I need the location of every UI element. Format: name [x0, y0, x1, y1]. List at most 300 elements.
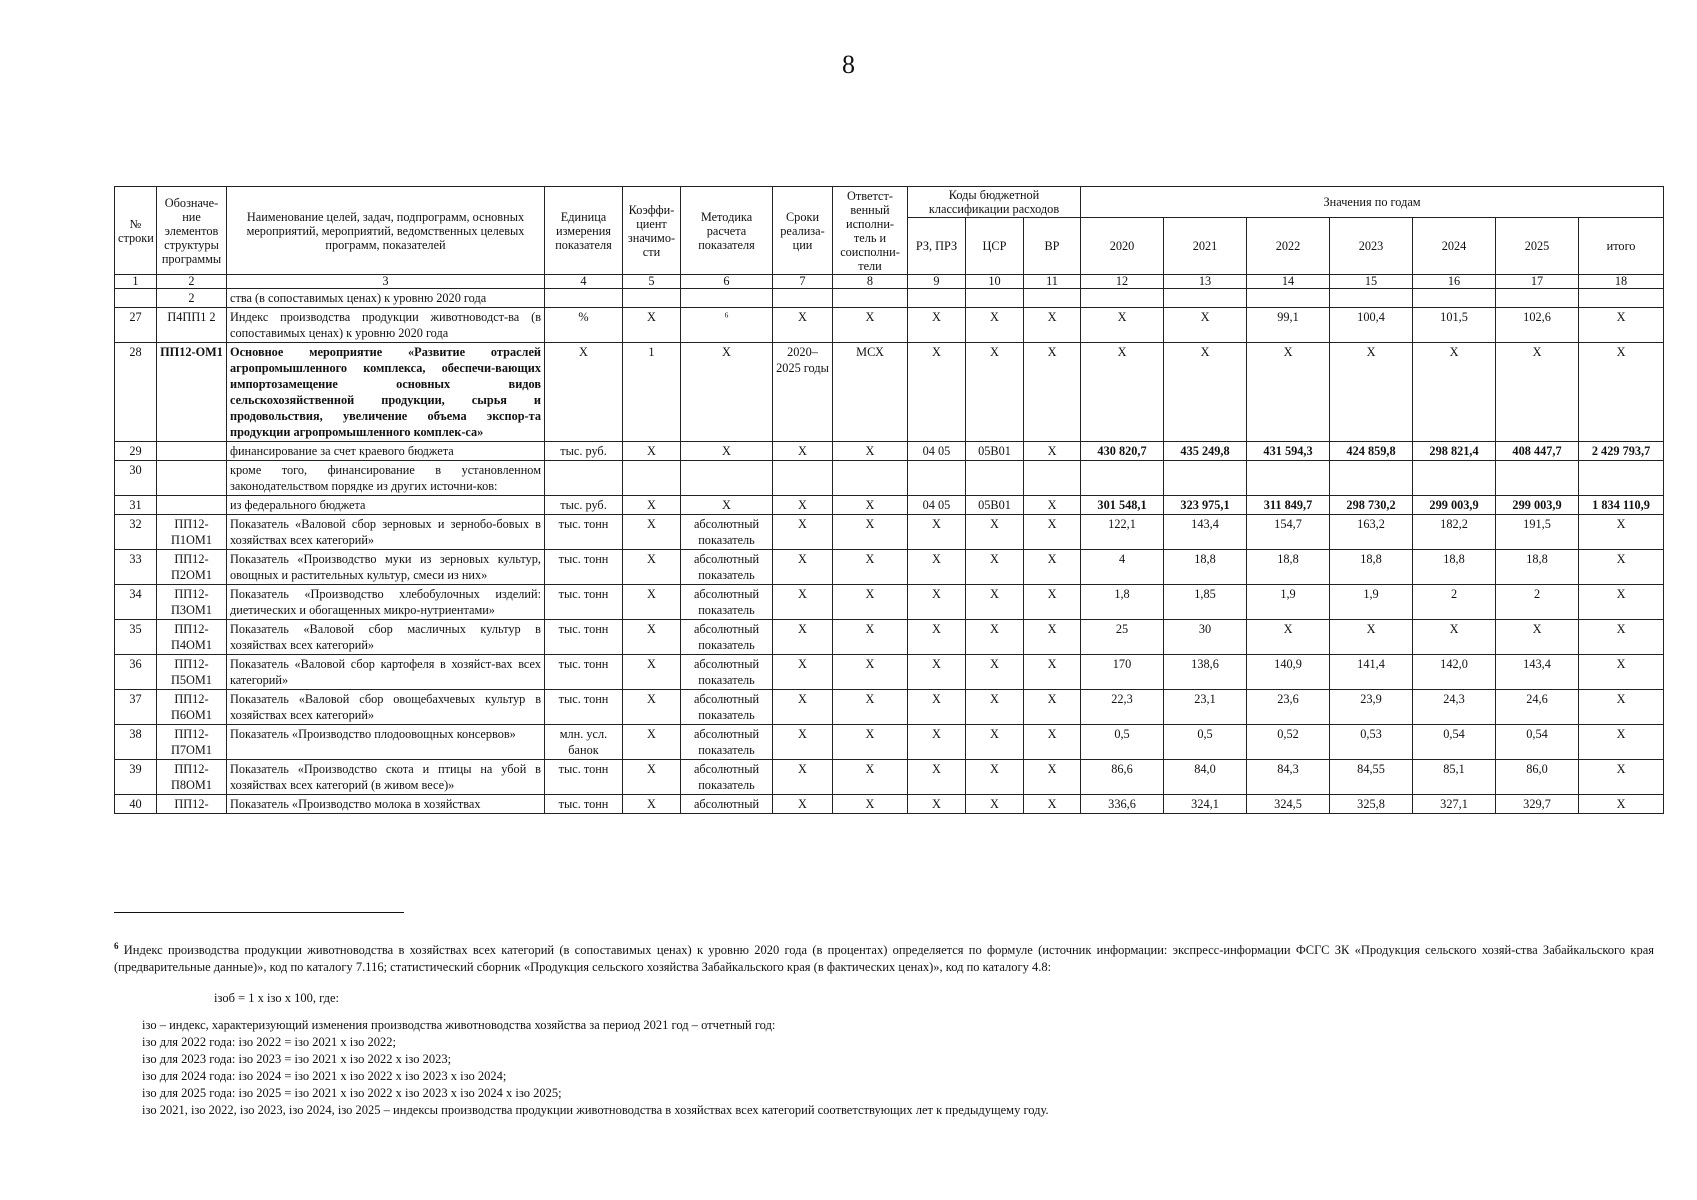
row-year-value: 143,4	[1496, 655, 1579, 690]
row-number: 35	[115, 620, 157, 655]
row-year-value: 22,3	[1081, 690, 1164, 725]
column-number: 12	[1081, 275, 1164, 289]
row-year-value	[1247, 461, 1330, 496]
row-vr: Х	[1024, 620, 1081, 655]
row-year-value: Х	[1330, 343, 1413, 442]
row-unit: тыс. тонн	[545, 690, 623, 725]
row-terms: Х	[773, 442, 833, 461]
row-year-value: 85,1	[1413, 760, 1496, 795]
row-responsible: Х	[833, 308, 908, 343]
header-csr: ЦСР	[966, 218, 1024, 275]
row-total-value: Х	[1579, 760, 1664, 795]
row-name: Показатель «Производство хлебобулочных изделий: диетических и обогащенных микро-нутриентами»	[227, 585, 545, 620]
row-name: кроме того, финансирование в установленном законодательством порядке из других источни-ков:	[227, 461, 545, 496]
table-body	[115, 289, 1664, 814]
row-coef: Х	[623, 585, 681, 620]
row-unit: тыс. тонн	[545, 550, 623, 585]
row-csr: 05В01	[966, 442, 1024, 461]
row-method: абсолютный показатель	[681, 690, 773, 725]
row-total-value: Х	[1579, 655, 1664, 690]
column-number: 6	[681, 275, 773, 289]
row-unit: тыс. тонн	[545, 655, 623, 690]
row-year-value: 329,7	[1496, 795, 1579, 814]
column-number: 18	[1579, 275, 1664, 289]
row-year-value	[1413, 289, 1496, 308]
header-total: итого	[1579, 218, 1664, 275]
row-year-value	[1081, 289, 1164, 308]
row-year-value: 138,6	[1164, 655, 1247, 690]
row-total-value: Х	[1579, 585, 1664, 620]
row-designation: ПП12-П6ОМ1	[157, 690, 227, 725]
row-number: 28	[115, 343, 157, 442]
row-designation: П4ПП1 2	[157, 308, 227, 343]
row-year-value: Х	[1081, 343, 1164, 442]
row-responsible: Х	[833, 442, 908, 461]
row-designation: 2	[157, 289, 227, 308]
footnote-line: iзо – индекс, характеризующий изменения производства животноводства хозяйства за период 2021 год – отчетный год:	[142, 1018, 776, 1033]
header-name: Наименование целей, задач, подпрограмм, основных мероприятий, мероприятий, ведомственных целевых программ, показателей	[227, 187, 545, 275]
row-terms: Х	[773, 655, 833, 690]
row-year-value: 430 820,7	[1081, 442, 1164, 461]
row-vr: Х	[1024, 585, 1081, 620]
row-year-value: 327,1	[1413, 795, 1496, 814]
row-number: 33	[115, 550, 157, 585]
row-name: Показатель «Валовой сбор овощебахчевых культур в хозяйствах всех категорий»	[227, 690, 545, 725]
footnote-line: iзо для 2024 года: iзо 2024 = iзо 2021 х iзо 2022 х iзо 2023 х iзо 2024;	[142, 1069, 507, 1084]
row-year-value: 1,8	[1081, 585, 1164, 620]
row-year-value: 23,6	[1247, 690, 1330, 725]
row-csr: Х	[966, 725, 1024, 760]
row-method: абсолютный показатель	[681, 550, 773, 585]
row-coef: Х	[623, 655, 681, 690]
row-csr: Х	[966, 655, 1024, 690]
column-number: 16	[1413, 275, 1496, 289]
row-year-value: 298 730,2	[1330, 496, 1413, 515]
row-designation: ПП12-П5ОМ1	[157, 655, 227, 690]
row-year-value: 140,9	[1247, 655, 1330, 690]
row-year-value: 408 447,7	[1496, 442, 1579, 461]
footnote-lines	[114, 1017, 1654, 1119]
header-values-by-year: Значения по годам	[1081, 187, 1664, 218]
row-method	[681, 461, 773, 496]
row-year-value: 2	[1496, 585, 1579, 620]
column-number: 8	[833, 275, 908, 289]
row-year-value: 18,8	[1164, 550, 1247, 585]
row-year-value: 1,9	[1330, 585, 1413, 620]
row-rz: Х	[908, 620, 966, 655]
row-year-value: 84,0	[1164, 760, 1247, 795]
row-responsible: Х	[833, 550, 908, 585]
row-method: абсолютный показатель	[681, 760, 773, 795]
row-unit: тыс. тонн	[545, 515, 623, 550]
row-name: Показатель «Производство муки из зерновых культур, овощных и растительных культур, смеси из них»	[227, 550, 545, 585]
row-csr: Х	[966, 620, 1024, 655]
header-year: 2025	[1496, 218, 1579, 275]
row-terms: Х	[773, 550, 833, 585]
row-csr: 05В01	[966, 496, 1024, 515]
row-method: абсолютный показатель	[681, 725, 773, 760]
row-designation: ПП12-П2ОМ1	[157, 550, 227, 585]
footnote-separator	[114, 912, 404, 913]
row-coef	[623, 461, 681, 496]
table-row	[115, 442, 1664, 461]
row-designation	[157, 496, 227, 515]
row-year-value: 182,2	[1413, 515, 1496, 550]
row-responsible: Х	[833, 655, 908, 690]
row-total-value: Х	[1579, 725, 1664, 760]
row-year-value: 324,1	[1164, 795, 1247, 814]
row-year-value: 101,5	[1413, 308, 1496, 343]
row-year-value	[1330, 461, 1413, 496]
row-year-value: 102,6	[1496, 308, 1579, 343]
row-coef: Х	[623, 795, 681, 814]
row-terms: 2020–2025 годы	[773, 343, 833, 442]
row-coef: Х	[623, 550, 681, 585]
column-number: 5	[623, 275, 681, 289]
row-responsible: Х	[833, 760, 908, 795]
row-method: Х	[681, 343, 773, 442]
row-responsible: Х	[833, 585, 908, 620]
row-unit: тыс. руб.	[545, 496, 623, 515]
row-coef: Х	[623, 690, 681, 725]
row-responsible	[833, 461, 908, 496]
row-year-value: 298 821,4	[1413, 442, 1496, 461]
row-terms: Х	[773, 308, 833, 343]
row-name: Показатель «Производство скота и птицы на убой в хозяйствах всех категорий (в живом весе)»	[227, 760, 545, 795]
row-year-value: Х	[1330, 620, 1413, 655]
column-number: 1	[115, 275, 157, 289]
row-rz: Х	[908, 690, 966, 725]
row-year-value	[1164, 461, 1247, 496]
row-csr: Х	[966, 760, 1024, 795]
row-coef: Х	[623, 760, 681, 795]
row-responsible: Х	[833, 496, 908, 515]
row-year-value: 23,1	[1164, 690, 1247, 725]
row-year-value: Х	[1164, 343, 1247, 442]
row-number: 36	[115, 655, 157, 690]
row-vr: Х	[1024, 725, 1081, 760]
header-responsible: Ответст-венный исполни-тель и соисполни-тели	[833, 187, 908, 275]
footnote-formula: iзоб = 1 х iзо х 100, где:	[214, 991, 339, 1006]
row-csr: Х	[966, 308, 1024, 343]
row-number: 30	[115, 461, 157, 496]
row-designation	[157, 442, 227, 461]
header-year: 2024	[1413, 218, 1496, 275]
row-year-value: 100,4	[1330, 308, 1413, 343]
column-number: 10	[966, 275, 1024, 289]
row-year-value: 299 003,9	[1496, 496, 1579, 515]
row-csr: Х	[966, 795, 1024, 814]
header-year: 2020	[1081, 218, 1164, 275]
row-vr: Х	[1024, 760, 1081, 795]
row-vr	[1024, 289, 1081, 308]
row-year-value: 0,54	[1496, 725, 1579, 760]
table-row	[115, 760, 1664, 795]
header-year: 2022	[1247, 218, 1330, 275]
row-terms: Х	[773, 585, 833, 620]
row-year-value: Х	[1081, 308, 1164, 343]
row-year-value	[1081, 461, 1164, 496]
row-vr: Х	[1024, 343, 1081, 442]
row-year-value: Х	[1413, 343, 1496, 442]
header-unit: Единица измерения показателя	[545, 187, 623, 275]
row-coef	[623, 289, 681, 308]
row-terms: Х	[773, 690, 833, 725]
row-unit: тыс. тонн	[545, 620, 623, 655]
row-vr: Х	[1024, 496, 1081, 515]
row-vr	[1024, 461, 1081, 496]
row-unit: тыс. тонн	[545, 795, 623, 814]
row-year-value: 324,5	[1247, 795, 1330, 814]
row-terms	[773, 461, 833, 496]
row-unit	[545, 289, 623, 308]
header-year: 2021	[1164, 218, 1247, 275]
row-vr: Х	[1024, 515, 1081, 550]
row-csr: Х	[966, 515, 1024, 550]
row-year-value: 311 849,7	[1247, 496, 1330, 515]
indicators-table-container	[114, 186, 1663, 814]
row-csr: Х	[966, 343, 1024, 442]
row-number: 32	[115, 515, 157, 550]
row-year-value: 2	[1413, 585, 1496, 620]
row-vr: Х	[1024, 308, 1081, 343]
row-year-value	[1496, 461, 1579, 496]
row-unit: %	[545, 308, 623, 343]
row-designation: ПП12-П3ОМ1	[157, 585, 227, 620]
row-unit: тыс. руб.	[545, 442, 623, 461]
row-designation: ПП12-	[157, 795, 227, 814]
row-terms: Х	[773, 760, 833, 795]
row-responsible: Х	[833, 725, 908, 760]
row-coef: Х	[623, 496, 681, 515]
row-designation: ПП12-П4ОМ1	[157, 620, 227, 655]
column-number: 17	[1496, 275, 1579, 289]
row-year-value: 191,5	[1496, 515, 1579, 550]
row-year-value: Х	[1164, 308, 1247, 343]
row-vr: Х	[1024, 795, 1081, 814]
row-year-value: 86,6	[1081, 760, 1164, 795]
row-year-value: Х	[1413, 620, 1496, 655]
row-rz: Х	[908, 308, 966, 343]
row-method: Х	[681, 496, 773, 515]
row-total-value: Х	[1579, 690, 1664, 725]
table-row	[115, 725, 1664, 760]
row-year-value	[1164, 289, 1247, 308]
row-year-value	[1330, 289, 1413, 308]
row-year-value: 0,5	[1081, 725, 1164, 760]
row-year-value: 325,8	[1330, 795, 1413, 814]
indicators-table	[114, 186, 1664, 814]
row-year-value: 0,52	[1247, 725, 1330, 760]
row-year-value: 0,53	[1330, 725, 1413, 760]
row-designation	[157, 461, 227, 496]
row-year-value: 435 249,8	[1164, 442, 1247, 461]
row-year-value: Х	[1496, 343, 1579, 442]
row-name: Показатель «Валовой сбор масличных культур в хозяйствах всех категорий»	[227, 620, 545, 655]
column-number: 7	[773, 275, 833, 289]
row-name: из федерального бюджета	[227, 496, 545, 515]
table-row	[115, 289, 1664, 308]
row-terms	[773, 289, 833, 308]
header-row-no: № строки	[115, 187, 157, 275]
row-total-value: Х	[1579, 308, 1664, 343]
row-method: абсолютный показатель	[681, 655, 773, 690]
row-terms: Х	[773, 725, 833, 760]
table-row	[115, 620, 1664, 655]
row-number: 39	[115, 760, 157, 795]
column-number: 2	[157, 275, 227, 289]
row-rz: Х	[908, 655, 966, 690]
column-numbers-row	[115, 275, 1664, 289]
row-number	[115, 289, 157, 308]
row-method: Х	[681, 442, 773, 461]
column-number: 3	[227, 275, 545, 289]
table-row	[115, 795, 1664, 814]
row-year-value: 336,6	[1081, 795, 1164, 814]
row-year-value: 4	[1081, 550, 1164, 585]
row-rz	[908, 461, 966, 496]
row-number: 27	[115, 308, 157, 343]
row-coef: Х	[623, 308, 681, 343]
row-terms: Х	[773, 515, 833, 550]
column-number: 9	[908, 275, 966, 289]
row-coef: Х	[623, 725, 681, 760]
table-row	[115, 655, 1664, 690]
row-year-value	[1496, 289, 1579, 308]
row-name: Показатель «Валовой сбор картофеля в хозяйст-вах всех категорий»	[227, 655, 545, 690]
row-unit: млн. усл. банок	[545, 725, 623, 760]
row-csr: Х	[966, 550, 1024, 585]
row-coef: Х	[623, 620, 681, 655]
row-year-value: 154,7	[1247, 515, 1330, 550]
row-name: Показатель «Производство молока в хозяйствах	[227, 795, 545, 814]
row-year-value: 84,55	[1330, 760, 1413, 795]
row-designation: ПП12-П1ОМ1	[157, 515, 227, 550]
row-number: 31	[115, 496, 157, 515]
footnote-line: iзо для 2022 года: iзо 2022 = iзо 2021 х iзо 2022;	[142, 1035, 396, 1050]
row-csr: Х	[966, 690, 1024, 725]
row-number: 29	[115, 442, 157, 461]
page-number: 8	[842, 50, 855, 79]
row-year-value: 142,0	[1413, 655, 1496, 690]
row-csr	[966, 289, 1024, 308]
table-row	[115, 461, 1664, 496]
row-number: 37	[115, 690, 157, 725]
row-year-value: 122,1	[1081, 515, 1164, 550]
row-terms: Х	[773, 496, 833, 515]
row-vr: Х	[1024, 655, 1081, 690]
row-unit: тыс. тонн	[545, 585, 623, 620]
row-year-value: 18,8	[1247, 550, 1330, 585]
row-year-value: Х	[1247, 343, 1330, 442]
row-unit: тыс. тонн	[545, 760, 623, 795]
row-rz: Х	[908, 725, 966, 760]
row-method: абсолютный показатель	[681, 585, 773, 620]
row-vr: Х	[1024, 690, 1081, 725]
row-unit: Х	[545, 343, 623, 442]
row-method: абсолютный показатель	[681, 515, 773, 550]
row-method: абсолютный	[681, 795, 773, 814]
row-coef: Х	[623, 515, 681, 550]
row-year-value: 18,8	[1496, 550, 1579, 585]
row-total-value: 1 834 110,9	[1579, 496, 1664, 515]
row-year-value: 141,4	[1330, 655, 1413, 690]
row-year-value: 0,54	[1413, 725, 1496, 760]
row-designation: ПП12-П7ОМ1	[157, 725, 227, 760]
row-year-value	[1247, 289, 1330, 308]
table-row	[115, 585, 1664, 620]
table-row	[115, 515, 1664, 550]
row-designation: ПП12-П8ОМ1	[157, 760, 227, 795]
footnote-line: iзо для 2023 года: iзо 2023 = iзо 2021 х iзо 2022 х iзо 2023;	[142, 1052, 452, 1067]
column-number: 13	[1164, 275, 1247, 289]
row-year-value: 86,0	[1496, 760, 1579, 795]
row-total-value	[1579, 461, 1664, 496]
header-terms: Сроки реализа-ции	[773, 187, 833, 275]
column-number: 11	[1024, 275, 1081, 289]
row-coef: Х	[623, 442, 681, 461]
row-vr: Х	[1024, 550, 1081, 585]
footnote-text	[114, 938, 1654, 976]
footnote-mark: 6	[114, 941, 119, 951]
table-row	[115, 496, 1664, 515]
row-responsible	[833, 289, 908, 308]
row-year-value: 25	[1081, 620, 1164, 655]
row-unit	[545, 461, 623, 496]
footnote-line: iзо 2021, iзо 2022, iзо 2023, iзо 2024, iзо 2025 – индексы производства продукции животноводства в хозяйствах всех категорий соответствующих лет к предыдущему году.	[142, 1103, 1049, 1118]
row-name: Основное мероприятие «Развитие отраслей агропромышленного комплекса, обеспечи-вающих импортозамещение основных видов сельскохозяйственной продукции, сырья и продовольствия, увеличение объема экспор-та продукции агропромышленного комплек-са»	[227, 343, 545, 442]
row-terms: Х	[773, 795, 833, 814]
row-total-value: Х	[1579, 795, 1664, 814]
row-rz: 04 05	[908, 496, 966, 515]
footnote-body: Индекс производства продукции животноводства в хозяйствах всех категорий (в сопоставимых ценах) к уровню 2020 года (в процентах) определяется по формуле (источник информации: экспресс-информации ФСГС ЗК «Продукция сельского хозяй-ства Забайкальского края (предварительные данные)», код по каталогу 7.116; статистический сборник «Продукция сельского хозяйства Забайкальского края (в фактических ценах)», код по каталогу 4.8:	[114, 943, 1654, 975]
row-year-value: 84,3	[1247, 760, 1330, 795]
column-number: 15	[1330, 275, 1413, 289]
row-total-value: Х	[1579, 343, 1664, 442]
row-number: 40	[115, 795, 157, 814]
row-responsible: Х	[833, 515, 908, 550]
row-year-value: Х	[1247, 620, 1330, 655]
row-total-value: 2 429 793,7	[1579, 442, 1664, 461]
table-row	[115, 308, 1664, 343]
row-year-value: 30	[1164, 620, 1247, 655]
row-year-value: 424 859,8	[1330, 442, 1413, 461]
table-row	[115, 343, 1664, 442]
table-header	[115, 187, 1664, 289]
row-number: 34	[115, 585, 157, 620]
row-total-value	[1579, 289, 1664, 308]
row-year-value: 1,9	[1247, 585, 1330, 620]
row-method: абсолютный показатель	[681, 620, 773, 655]
row-year-value: 24,3	[1413, 690, 1496, 725]
row-responsible: Х	[833, 690, 908, 725]
row-year-value: 1,85	[1164, 585, 1247, 620]
row-year-value: 170	[1081, 655, 1164, 690]
row-name: ства (в сопоставимых ценах) к уровню 2020 года	[227, 289, 545, 308]
row-rz: Х	[908, 343, 966, 442]
header-year: 2023	[1330, 218, 1413, 275]
column-number: 14	[1247, 275, 1330, 289]
row-year-value: 431 594,3	[1247, 442, 1330, 461]
row-year-value: 24,6	[1496, 690, 1579, 725]
row-rz: Х	[908, 585, 966, 620]
row-method	[681, 289, 773, 308]
footnote	[114, 938, 1654, 1119]
row-year-value	[1413, 461, 1496, 496]
row-year-value: 143,4	[1164, 515, 1247, 550]
header-rz: РЗ, ПРЗ	[908, 218, 966, 275]
row-year-value: 299 003,9	[1413, 496, 1496, 515]
